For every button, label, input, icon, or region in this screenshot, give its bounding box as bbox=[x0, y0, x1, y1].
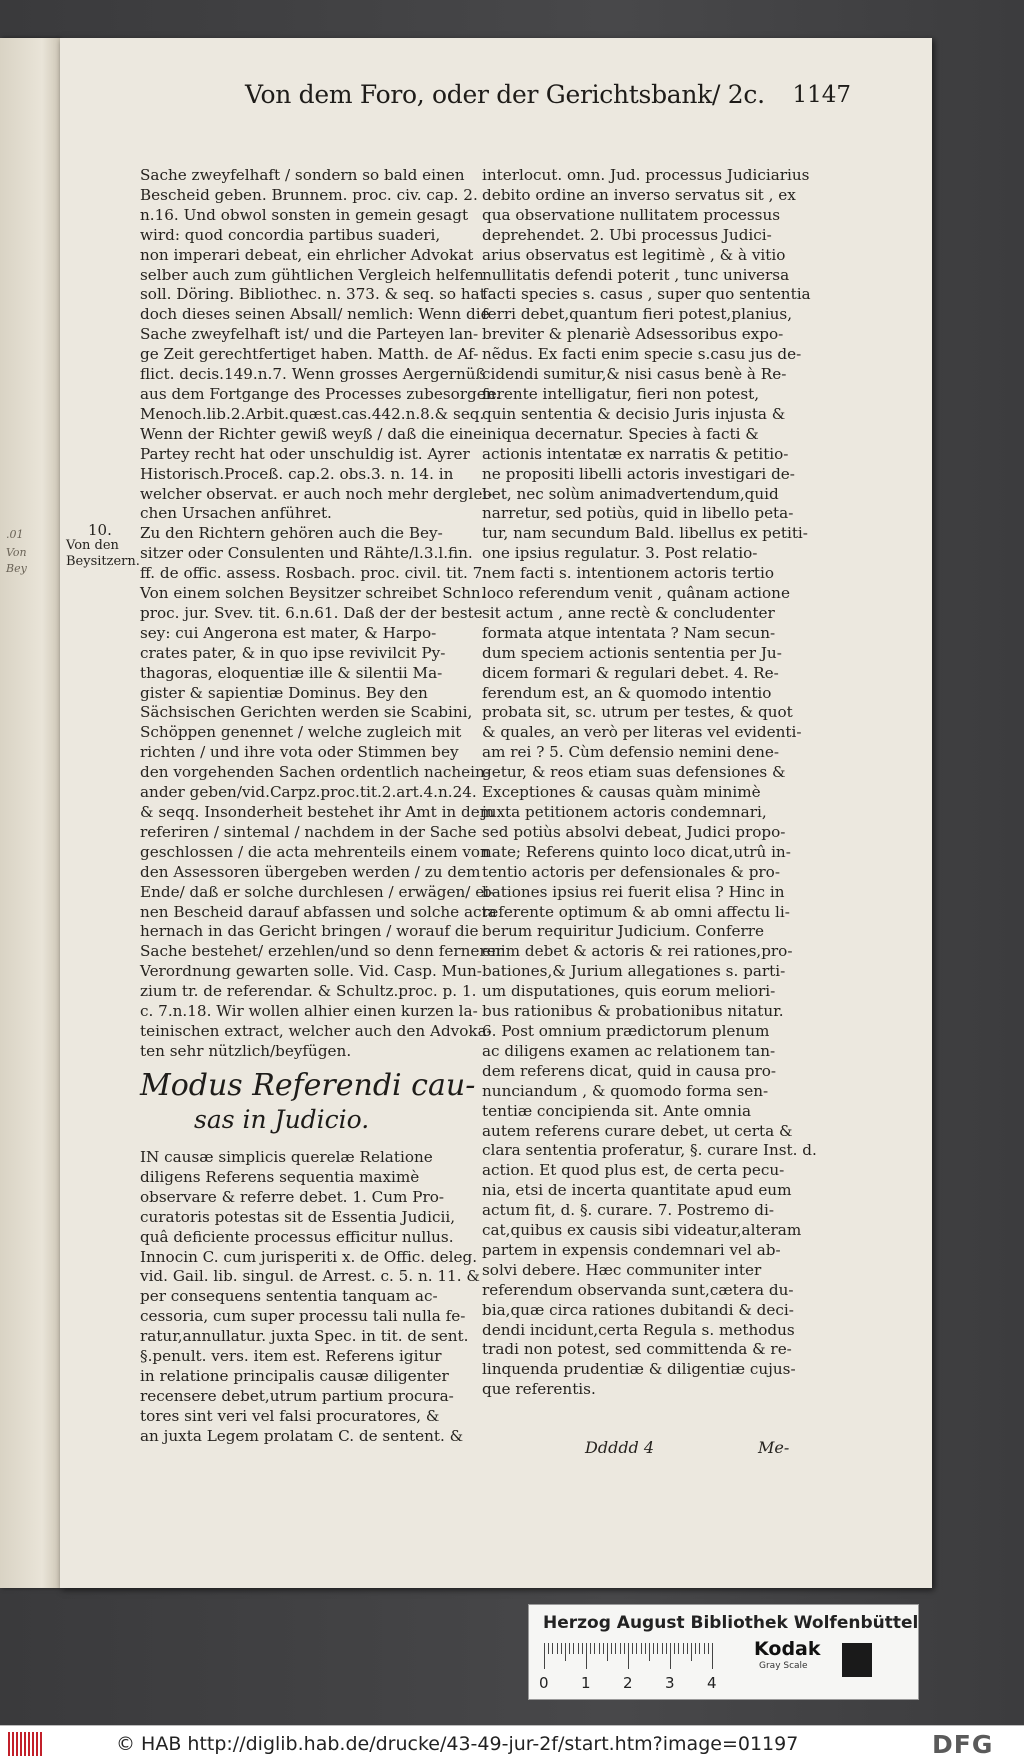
text-line: dum speciem actionis sententia per Ju- bbox=[482, 643, 782, 662]
ruler-tick bbox=[611, 1643, 612, 1654]
ruler-tick bbox=[590, 1643, 591, 1654]
text-line: Exceptiones & causas quàm minimè bbox=[482, 783, 761, 802]
ruler-tick bbox=[561, 1643, 562, 1654]
text-line: 6. Post omnium prædictorum plenum bbox=[482, 1021, 770, 1040]
text-line: tur, nam secundum Bald. libellus ex petiti- bbox=[482, 524, 808, 543]
text-line: welcher observat. er auch noch mehr derglei- bbox=[140, 484, 493, 503]
text-line: hernach in das Gericht bringen / worauf die bbox=[140, 922, 479, 941]
text-line: ferente intelligatur, fieri non potest, bbox=[482, 384, 760, 403]
text-line: recensere debet,utrum partium procura- bbox=[140, 1386, 454, 1405]
text-line: tentiæ concipienda sit. Ante omnia bbox=[482, 1101, 751, 1120]
text-line: Sache bestehet/ erzehlen/und so denn fernerer bbox=[140, 942, 503, 961]
text-line: interlocut. omn. Jud. processus Judiciarius bbox=[482, 166, 810, 184]
ruler-tick bbox=[708, 1643, 709, 1654]
text-line: loco referendum venit , quânam actione bbox=[482, 584, 790, 603]
text-line: soll. Döring. Bibliothec. n. 373. & seq. so hat bbox=[140, 285, 486, 304]
text-line: per consequens sententia tanquam ac- bbox=[140, 1287, 438, 1306]
text-line: quâ deficiente processus efficitur nullus. bbox=[140, 1227, 454, 1246]
text-line: actionis intentatæ ex narratis & petitio- bbox=[482, 444, 789, 463]
ruler-tick bbox=[548, 1643, 549, 1654]
text-line: solvi debere. Hæc communiter inter bbox=[482, 1260, 762, 1279]
ruler-number: 4 bbox=[707, 1674, 717, 1692]
ruler-tick bbox=[586, 1643, 587, 1669]
ruler-tick bbox=[573, 1643, 574, 1654]
logo-bar bbox=[8, 1732, 10, 1756]
text-line: teinischen extract, welcher auch den Advoka- bbox=[140, 1021, 492, 1040]
text-line: observare & referre debet. 1. Cum Pro- bbox=[140, 1187, 445, 1206]
text-line: actum fit, d. §. curare. 7. Postremo di- bbox=[482, 1201, 774, 1220]
text-line: aus dem Fortgange des Processes zubesorgen. bbox=[140, 384, 501, 403]
hab-logo-icon bbox=[8, 1732, 46, 1756]
library-color-scale-card bbox=[528, 1604, 919, 1700]
text-line: nate; Referens quinto loco dicat,utrû in- bbox=[482, 842, 791, 861]
text-line: IN causæ simplicis querelæ Relatione bbox=[140, 1148, 433, 1166]
source-url-link[interactable]: © HAB http://diglib.hab.de/drucke/43-49-jur-2f/start.htm?image=01197 bbox=[116, 1733, 799, 1755]
text-line: qua observatione nullitatem processus bbox=[482, 205, 781, 224]
text-line: bus rationibus & probationibus nitatur. bbox=[482, 1002, 784, 1021]
text-line: Bescheid geben. Brunnem. proc. civ. cap. 2. bbox=[140, 185, 478, 204]
text-line: clara sententia proferatur, §. curare Inst. d. bbox=[482, 1141, 817, 1160]
logo-bar bbox=[28, 1732, 30, 1756]
ruler-tick bbox=[641, 1643, 642, 1654]
text-line: geschlossen / die acta mehrenteils einem von bbox=[140, 842, 490, 861]
text-line: arius observatus est legitimè , & à vitio bbox=[482, 245, 786, 264]
text-line: action. Et quod plus est, de certa pecu- bbox=[482, 1161, 785, 1180]
text-line: ff. de offic. assess. Rosbach. proc. civil. tit. 7. bbox=[140, 564, 488, 583]
ruler-tick bbox=[657, 1643, 658, 1654]
text-line: nen Bescheid darauf abfassen und solche acta bbox=[140, 902, 497, 921]
logo-bar bbox=[36, 1732, 38, 1756]
ruler-tick bbox=[544, 1643, 545, 1669]
text-line: probata sit, sc. utrum per testes, & quot bbox=[482, 703, 793, 722]
text-line: Sächsischen Gerichten werden sie Scabini, bbox=[140, 703, 473, 722]
text-line: wird: quod concordia partibus suaderi, bbox=[140, 225, 441, 244]
text-line: diligens Referens sequentia maximè bbox=[140, 1167, 420, 1186]
ruler-tick bbox=[607, 1643, 608, 1661]
heading-line: Modus Referendi cau- bbox=[140, 1068, 476, 1103]
text-line: linquenda prudentiæ & diligentiæ cujus- bbox=[482, 1360, 796, 1379]
text-line: quin sententia & decisio Juris injusta & bbox=[482, 404, 786, 423]
gray-scale-label: Gray Scale bbox=[759, 1661, 808, 1671]
logo-bar bbox=[32, 1732, 34, 1756]
ruler-tick bbox=[699, 1643, 700, 1654]
library-name: Herzog August Bibliothek Wolfenbüttel bbox=[543, 1613, 919, 1633]
text-line: zium tr. de referendar. & Schultz.proc. p. 1. bbox=[140, 982, 477, 1001]
text-line: debito ordine an inverso servatus sit , ex bbox=[482, 185, 796, 204]
text-line: juxta petitionem actoris condemnari, bbox=[482, 803, 767, 821]
logo-bar bbox=[40, 1732, 42, 1756]
text-line: crates pater, & in quo ipse revivilcit Py- bbox=[140, 643, 446, 662]
text-line: nunciandum , & quomodo forma sen- bbox=[482, 1081, 769, 1100]
text-line: tores sint veri vel falsi procuratores, & bbox=[140, 1406, 440, 1425]
ruler-tick bbox=[594, 1643, 595, 1654]
heading-line: sas in Judicio. bbox=[194, 1105, 370, 1134]
text-line: referiren / sintemal / nachdem in der Sache bbox=[140, 822, 477, 841]
ruler-tick bbox=[649, 1643, 650, 1661]
text-line: ten sehr nützlich/beyfügen. bbox=[140, 1041, 352, 1060]
text-line: ander geben/vid.Carpz.proc.tit.2.art.4.n.24. bbox=[140, 783, 477, 802]
text-line: partem in expensis condemnari vel ab- bbox=[482, 1240, 781, 1259]
ruler-tick bbox=[565, 1643, 566, 1661]
text-line: referendum observanda sunt,cætera du- bbox=[482, 1280, 794, 1299]
text-line: chen Ursachen anführet. bbox=[140, 504, 332, 523]
text-line: berum requiritur Judicium. Conferre bbox=[482, 922, 764, 941]
text-line: n.16. Und obwol sonsten in gemein gesagt bbox=[140, 205, 469, 224]
running-header bbox=[245, 80, 855, 120]
ruler-tick bbox=[662, 1643, 663, 1654]
ruler-tick bbox=[695, 1643, 696, 1654]
ruler-tick bbox=[712, 1643, 713, 1669]
gray-patch bbox=[842, 1643, 872, 1677]
text-line: c. 7.n.18. Wir wollen alhier einen kurzen la- bbox=[140, 1002, 478, 1021]
text-line: selber auch zum gühtlichen Vergleich helfen bbox=[140, 265, 484, 284]
text-line: Verordnung gewarten solle. Vid. Casp. Mun- bbox=[140, 962, 482, 981]
text-line: Innocin C. cum jurisperiti x. de Offic. deleg. bbox=[140, 1247, 478, 1266]
text-line: sit actum , anne rectè & concludenter bbox=[482, 603, 775, 622]
ruler-number: 3 bbox=[665, 1674, 675, 1692]
text-line: den vorgehenden Sachen ordentlich nachein- bbox=[140, 763, 490, 782]
ruler-tick bbox=[620, 1643, 621, 1654]
text-line: & seqq. Insonderheit bestehet ihr Amt in dem bbox=[140, 803, 495, 821]
text-line: an juxta Legem prolatam C. de sentent. & bbox=[140, 1426, 464, 1445]
text-line: flict. decis.149.n.7. Wenn grosses Aergernüß bbox=[140, 365, 486, 384]
text-line: gister & sapientiæ Dominus. Bey den bbox=[140, 683, 428, 702]
text-line: & quales, an verò per literas vel evidenti- bbox=[482, 723, 802, 742]
ruler-tick bbox=[557, 1643, 558, 1654]
ruler-tick bbox=[628, 1643, 629, 1669]
ruler-tick bbox=[653, 1643, 654, 1654]
text-line: cessoria, cum super processu tali nulla fe- bbox=[140, 1307, 466, 1326]
text-line: Partey recht hat oder unschuldig ist. Ayrer bbox=[140, 444, 470, 463]
text-line: Schöppen genennet / welche zugleich mit bbox=[140, 723, 462, 742]
margin-note-line: Beysitzern. bbox=[66, 554, 140, 569]
ruler-number: 0 bbox=[539, 1674, 549, 1692]
text-line: one ipsius regulatur. 3. Post relatio- bbox=[482, 544, 758, 563]
text-line: ferri debet,quantum fieri potest,planius, bbox=[482, 305, 793, 324]
text-line: formata atque intentata ? Nam secun- bbox=[482, 623, 776, 642]
text-line: referente optimum & ab omni affectu li- bbox=[482, 902, 790, 921]
section-heading bbox=[140, 1068, 476, 1136]
ruler-tick bbox=[624, 1643, 625, 1654]
margin-note-number: 10. bbox=[88, 521, 112, 539]
ruler-scale bbox=[544, 1643, 774, 1669]
text-line: proc. jur. Svev. tit. 6.n.61. Daß der der beste bbox=[140, 603, 483, 622]
signature-mark: Ddddd 4 bbox=[585, 1438, 655, 1457]
text-line: ge Zeit gerechtfertiget haben. Matth. de Af- bbox=[140, 345, 479, 364]
text-line: thagoras, eloquentiæ ille & silentii Ma- bbox=[140, 663, 443, 682]
ruler-tick bbox=[552, 1643, 553, 1654]
margin-note bbox=[66, 522, 140, 570]
text-line: nem facti s. intentionem actoris tertio bbox=[482, 564, 775, 583]
ruler-tick bbox=[636, 1643, 637, 1654]
text-line: Ende/ daß er solche durchlesen / erwägen/ ei- bbox=[140, 882, 495, 901]
text-line: deprehendet. 2. Ubi processus Judici- bbox=[482, 225, 772, 244]
text-line: nia, etsi de incerta quantitate apud eum bbox=[482, 1181, 792, 1200]
ruler-tick bbox=[582, 1643, 583, 1654]
footer-bar bbox=[0, 1725, 1024, 1762]
right-column-text bbox=[482, 166, 817, 1400]
text-line: autem referens curare debet, ut certa & bbox=[482, 1121, 793, 1140]
text-line: sitzer oder Consulenten und Rähte/l.3.l.fin. bbox=[140, 544, 473, 563]
ruler-tick bbox=[691, 1643, 692, 1661]
text-line: ne propositi libelli actoris investigari de- bbox=[482, 464, 795, 483]
text-line: bationes,& Jurium allegationes s. parti- bbox=[482, 962, 786, 981]
text-line: den Assessoren übergeben werden / zu dem bbox=[140, 862, 481, 881]
ruler-tick bbox=[670, 1643, 671, 1669]
ruler-tick bbox=[674, 1643, 675, 1654]
text-line: Wenn der Richter gewiß weyß / daß die eine bbox=[140, 424, 483, 443]
text-line: tradi non potest, sed committenda & re- bbox=[482, 1340, 792, 1359]
text-line: dendi incidunt,certa Regula s. methodus bbox=[482, 1320, 795, 1339]
text-line: am rei ? 5. Cùm defensio nemini dene- bbox=[482, 743, 779, 762]
ruler-tick bbox=[687, 1643, 688, 1654]
left-column-text bbox=[140, 166, 503, 1062]
ruler-tick bbox=[578, 1643, 579, 1654]
left-column-latin-text bbox=[140, 1148, 480, 1447]
text-line: bet, nec solùm animadvertendum,quid bbox=[482, 484, 779, 503]
text-line: ac diligens examen ac relationem tan- bbox=[482, 1041, 776, 1060]
text-line: bationes ipsius rei fuerit elisa ? Hinc in bbox=[482, 882, 785, 901]
page-number: 1147 bbox=[792, 82, 851, 108]
margin-note-line: Von den bbox=[66, 538, 119, 553]
text-line: ratur,annullatur. juxta Spec. in tit. de sent. bbox=[140, 1327, 469, 1346]
text-line: tentio actoris per defensionales & pro- bbox=[482, 862, 780, 881]
ruler-tick bbox=[599, 1643, 600, 1654]
text-line: narretur, sed potiùs, quid in libello peta- bbox=[482, 504, 794, 523]
text-line: um disputationes, quis eorum meliori- bbox=[482, 982, 776, 1001]
ruler-tick bbox=[632, 1643, 633, 1654]
text-line: richten / und ihre vota oder Stimmen bey bbox=[140, 743, 459, 762]
text-line: cat,quibus ex causis sibi videatur,alteram bbox=[482, 1221, 802, 1240]
text-line: vid. Gail. lib. singul. de Arrest. c. 5. n. 11. & bbox=[140, 1267, 480, 1286]
catchword: Me- bbox=[758, 1438, 790, 1457]
ruler-tick bbox=[666, 1643, 667, 1654]
text-line: sey: cui Angerona est mater, & Harpo- bbox=[140, 623, 437, 642]
text-line: Sache zweyfelhaft / sondern so bald einen bbox=[140, 166, 465, 184]
logo-bar bbox=[16, 1732, 18, 1756]
text-line: §.penult. vers. item est. Referens igitur bbox=[140, 1347, 442, 1366]
text-line: breviter & plenariè Adsessoribus expo- bbox=[482, 325, 784, 344]
ruler-tick bbox=[645, 1643, 646, 1654]
logo-bar bbox=[12, 1732, 14, 1756]
ruler-tick bbox=[603, 1643, 604, 1654]
ruler-tick bbox=[569, 1643, 570, 1654]
text-line: cidendi sumitur,& nisi casus benè à Re- bbox=[482, 365, 787, 384]
text-line: nẽdus. Ex facti enim specie s.casu jus de- bbox=[482, 345, 802, 364]
ruler-tick bbox=[704, 1643, 705, 1654]
text-line: dem referens dicat, quid in causa pro- bbox=[482, 1061, 776, 1080]
text-line: non imperari debeat, ein ehrlicher Advokat bbox=[140, 245, 474, 264]
text-line: curatoris potestas sit de Essentia Judicii, bbox=[140, 1207, 456, 1226]
text-line: Von einem solchen Beysitzer schreibet Schn. bbox=[140, 584, 486, 603]
text-line: in relatione principalis causæ diligenter bbox=[140, 1366, 449, 1385]
dfg-logo: DFG bbox=[932, 1730, 994, 1759]
text-line: facti species s. casus , super quo sententia bbox=[482, 285, 811, 304]
text-line: Historisch.Proceß. cap.2. obs.3. n. 14. in bbox=[140, 464, 454, 483]
text-line: Zu den Richtern gehören auch die Bey- bbox=[140, 524, 443, 543]
text-line: que referentis. bbox=[482, 1380, 596, 1399]
text-line: getur, & reos etiam suas defensiones & bbox=[482, 763, 786, 782]
text-line: nullitatis defendi poterit , tunc universa bbox=[482, 265, 790, 284]
ruler-tick bbox=[615, 1643, 616, 1654]
ruler-number: 2 bbox=[623, 1674, 633, 1692]
page-title: Von dem Foro, oder der Gerichtsbank/ 2c. bbox=[245, 80, 765, 109]
text-line: sed potiùs absolvi debeat, Judici propo- bbox=[482, 822, 786, 841]
text-line: bia,quæ circa rationes dubitandi & deci- bbox=[482, 1300, 794, 1319]
text-line: enim debet & actoris & rei rationes,pro- bbox=[482, 942, 793, 961]
ruler-tick bbox=[678, 1643, 679, 1654]
text-line: doch dieses seinen Absall/ nemlich: Wenn die bbox=[140, 305, 490, 324]
ruler-number: 1 bbox=[581, 1674, 591, 1692]
logo-bar bbox=[20, 1732, 22, 1756]
text-line: dicem formari & regulari debet. 4. Re- bbox=[482, 663, 779, 682]
text-line: Sache zweyfelhaft ist/ und die Parteyen lan- bbox=[140, 325, 479, 344]
previous-page-edge: .01 Von Bey bbox=[0, 38, 60, 1588]
ruler-tick bbox=[683, 1643, 684, 1654]
kodak-logo: Kodak bbox=[754, 1638, 821, 1660]
text-line: Menoch.lib.2.Arbit.quæst.cas.442.n.8.& seq. bbox=[140, 404, 485, 423]
text-line: iniqua decernatur. Species à facti & bbox=[482, 424, 759, 443]
logo-bar bbox=[24, 1732, 26, 1756]
text-line: ferendum est, an & quomodo intentio bbox=[482, 683, 772, 702]
